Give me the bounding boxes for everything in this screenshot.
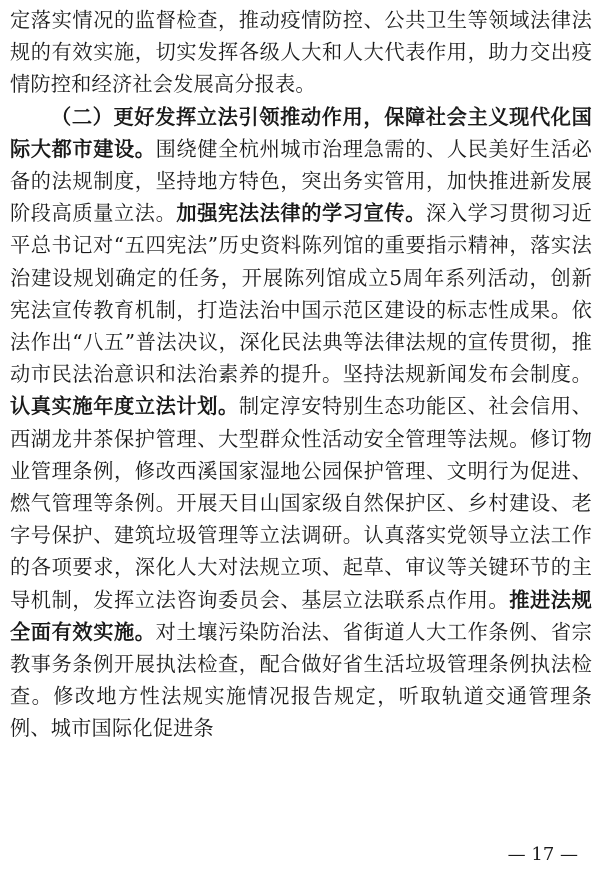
section-two-paragraph [10,101,592,745]
section-heading: （二）更好发挥立法引领推动作用，保障社会主义现代化国际大都市建设。 [10,104,592,161]
paragraph-continuation: 定落实情况的监督检查，推动疫情防控、公共卫生等领域法律法规的有效实施，切实发挥各级人大和人大代表作用，助力交出疫情防控和经济社会发展高分报表。 [10,8,592,97]
paragraph-text: 对土壤污染防治法、省街道人大工作条例、省宗教事务条例开展执法检查，配合做好省生活垃圾管理条例执法检查。修改地方性法规实施情况报告规定，听取轨道交通管理条例、城市国际化促进条 [10,619,593,741]
page-number: — 17 — [507,844,578,865]
paragraph-text: 围绕健全杭州城市治理急需的、人民美好生活必备的法规制度，坚持地方特色，突出务实管用，加快推进新发展阶段高质量立法。 [10,136,593,226]
paragraph-text: 深入学习贯彻习近平总书记对“五四宪法”历史资料陈列馆的重要指示精神，落实法治建设规划确定的任务，开展陈列馆成立5周年系列活动，创新宪法宣传教育机制，打造法治中国示范区建设的标志性成果。依法作出“八五”普法决议，深化民法典等法律法规的宣传贯彻，推动市民法治意识和法治素养的提升。坚持法规新闻发布会制度。 [10,201,593,387]
paragraph-text: 制定淳安特别生态功能区、社会信用、西湖龙井茶保护管理、大型群众性活动安全管理等法规。修订物业管理条例，修改西溪国家湿地公园保护管理、文明行为促进、燃气管理等条例。开展天目山国家级自然保护区、乡村建设、老字号保护、建筑垃圾管理等立法调研。认真落实党领导立法工作的各项要求，深化人大对法规立项、起草、审议等关键环节的主导机制，发挥立法咨询委员会、基层立法联系点作用。 [10,394,593,612]
bold-topic-sentence: 推进法规全面有效实施。 [10,587,592,644]
document-body [10,4,592,745]
bold-topic-sentence: 加强宪法法律的学习宣传。 [176,201,427,226]
bold-topic-sentence: 认真实施年度立法计划。 [10,394,239,419]
